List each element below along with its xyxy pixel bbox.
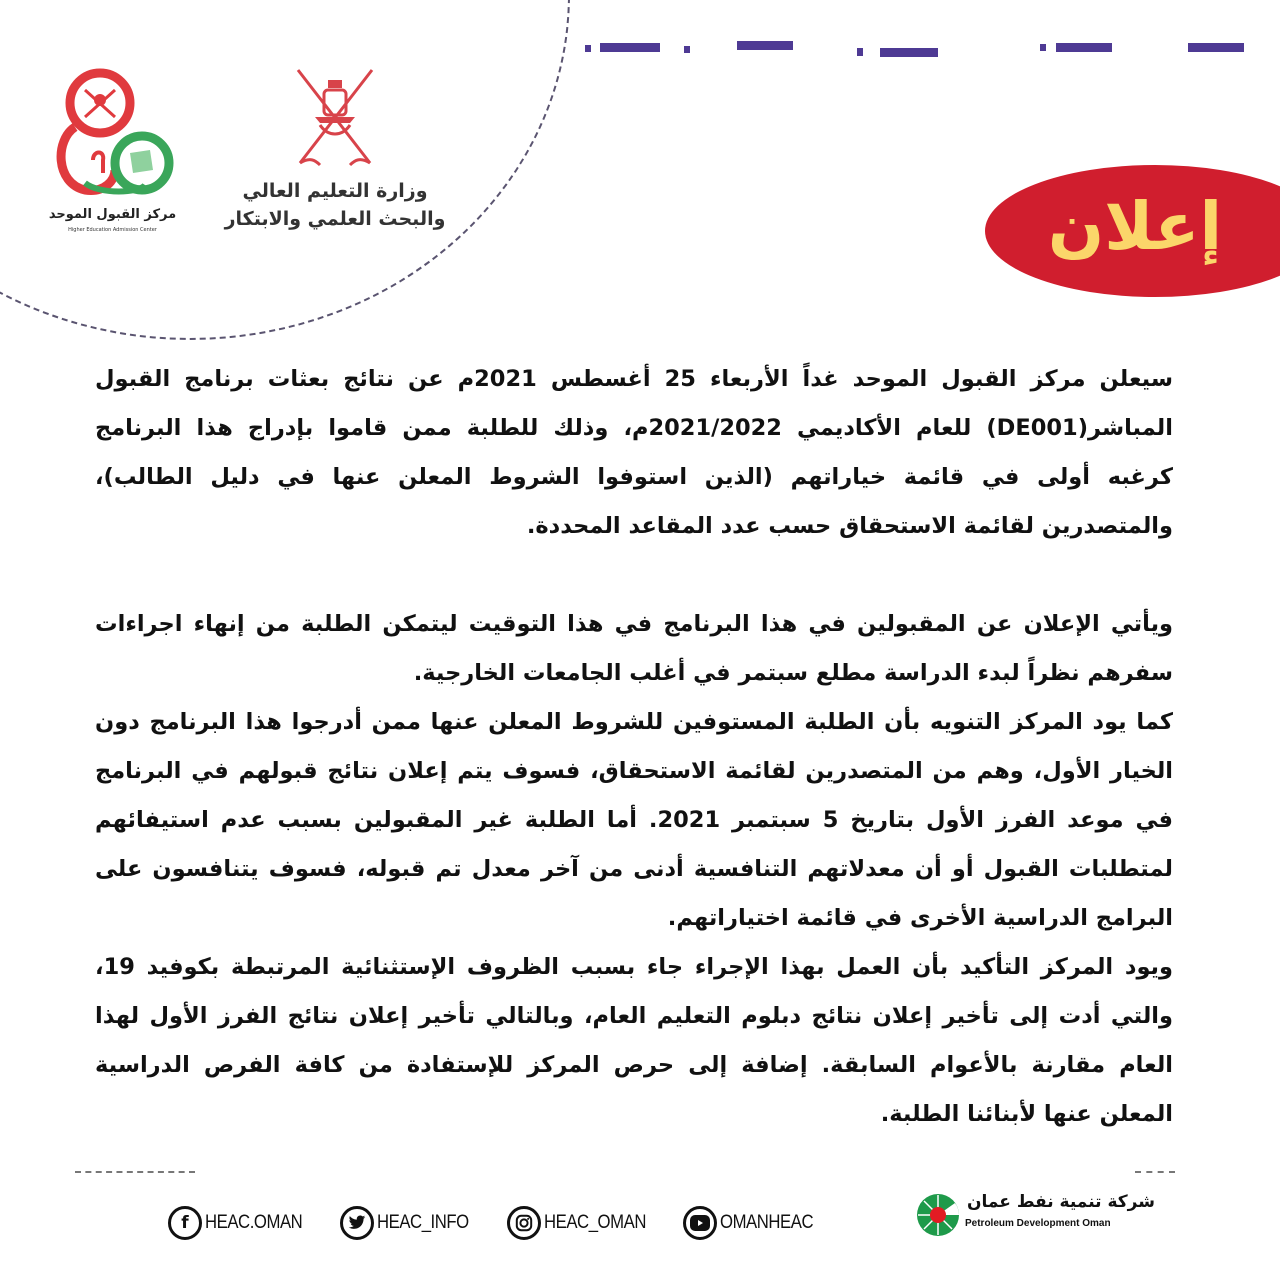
ministry-logo bbox=[220, 65, 450, 245]
paragraph-1: سيعلن مركز القبول الموحد غداً الأربعاء 25 أغسطس 2021م عن نتائج بعثات برنامج القبول المباشر(DE001) للعام الأكاديمي 2021/2022م، وذلك للطلبة ممن قاموا بإدراج هذا البرنامج كرغبه أولى في قائمة خياراتهم (الذين استوفوا الشروط المعلن عنها في دليل الطالب)، والمتصدرين لقائمة الاستحقاق حسب عدد المقاعد المحددة. bbox=[95, 366, 1173, 539]
heac-name-ar: مركز القبول الموحد bbox=[48, 207, 177, 222]
social-instagram[interactable] bbox=[507, 1204, 660, 1242]
social-twitter[interactable] bbox=[340, 1204, 481, 1242]
announcement-body bbox=[95, 355, 1173, 1139]
youtube-icon bbox=[683, 1206, 717, 1240]
facebook-handle: HEAC.OMAN bbox=[205, 1212, 303, 1233]
instagram-handle: HEAC_OMAN bbox=[544, 1212, 646, 1233]
paragraph-4: ويود المركز التأكيد بأن العمل بهذا الإجراء جاء بسبب الظروف الإستثنائية المرتبطة بكوفيد 19، والتي أدت إلى تأخير إعلان نتائج دبلوم التعليم العام، وبالتالي تأخير إعلان نتائج الفرز الأول لهذا العام مقارنة بالأعوام السابقة. إضافة إلى حرص المركز للإستفادة من كافة الفرص الدراسية المعلن عنها لأبنائنا الطلبة. bbox=[95, 954, 1173, 1127]
pdo-emblem-icon bbox=[915, 1192, 961, 1238]
heac-name-en: Higher Education Admission Center bbox=[68, 227, 157, 233]
oman-emblem-icon bbox=[220, 65, 450, 175]
announcement-title: إعلان bbox=[1047, 188, 1223, 265]
twitter-handle: HEAC_INFO bbox=[377, 1212, 469, 1233]
pdo-name-en: Petroleum Development Oman bbox=[965, 1218, 1111, 1229]
footer-divider-left bbox=[75, 1171, 195, 1173]
footer-divider-right bbox=[1135, 1171, 1175, 1173]
paragraph-2: ويأتي الإعلان عن المقبولين في هذا البرنامج في هذا التوقيت ليتمكن الطلبة من إنهاء اجراءات سفرهم نظراً لبدء الدراسة مطلع سبتمر في أغلب الجامعات الخارجية. bbox=[95, 611, 1173, 686]
facebook-icon: f bbox=[168, 1206, 202, 1240]
ministry-name-line1: وزارة التعليم العالي bbox=[242, 180, 428, 202]
pdo-logo bbox=[915, 1190, 1155, 1240]
ministry-name-line2: والبحث العلمي والابتكار bbox=[224, 208, 446, 230]
heac-emblem-icon bbox=[45, 65, 185, 205]
twitter-icon bbox=[340, 1206, 374, 1240]
pdo-name-ar: شركة تنمية نفط عمان bbox=[967, 1192, 1155, 1212]
social-facebook[interactable] bbox=[168, 1204, 316, 1242]
instagram-icon bbox=[507, 1206, 541, 1240]
youtube-handle: OMANHEAC bbox=[720, 1212, 814, 1233]
social-youtube[interactable] bbox=[683, 1204, 826, 1242]
heac-logo bbox=[45, 65, 185, 245]
paragraph-3: كما يود المركز التنويه بأن الطلبة المستوفين للشروط المعلن عنها ممن أدرجوا هذا البرنامج دون الخيار الأول، وهم من المتصدرين لقائمة الاستحقاق، فسوف يتم إعلان نتائج قبولهم في البرنامج في موعد الفرز الأول بتاريخ 5 سبتمبر 2021. أما الطلبة غير المقبولين بسبب عدم استيفائهم لمتطلبات القبول أو أن معدلاتهم التنافسية أدنى من آخر معدل تم قبوله، فسوف يتنافسون على البرامج الدراسية الأخرى في قائمة اختياراتهم. bbox=[95, 709, 1174, 931]
